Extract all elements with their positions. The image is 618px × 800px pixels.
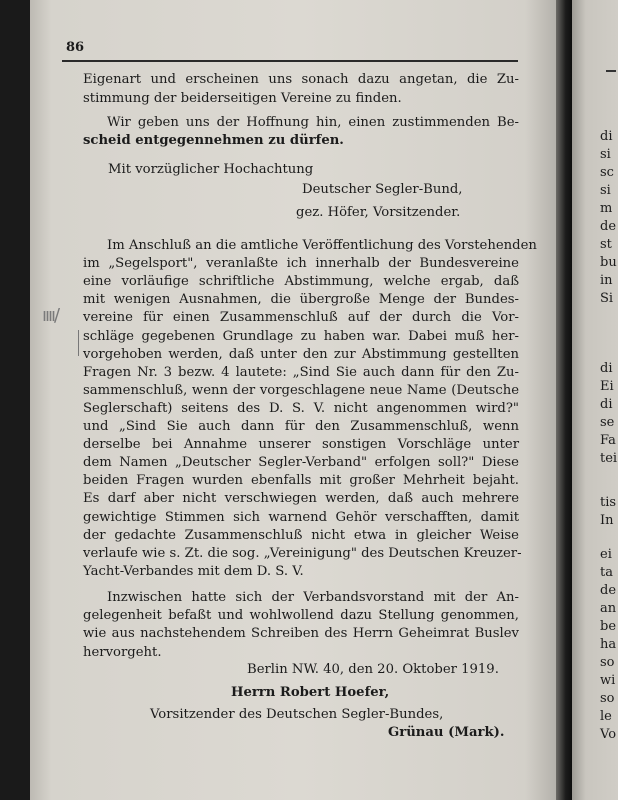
- right-page-text-fragment: ha: [600, 637, 617, 652]
- text-line: hervorgeht.: [83, 644, 162, 660]
- right-page-text-fragment: di: [600, 361, 613, 376]
- right-page-rule-fragment: [606, 70, 616, 72]
- right-page-text-fragment: sc: [600, 165, 614, 180]
- letter-addressee-title: Vorsitzender des Deutschen Segler-Bundes,: [150, 707, 444, 722]
- margin-vertical-mark: [78, 330, 79, 356]
- right-page-text-fragment: Fa: [600, 433, 616, 448]
- text-line: Inzwischen hatte sich der Verbandsvorstand mit der An-: [107, 590, 519, 605]
- text-line: Eigenart und erscheinen uns sonach dazu angetan, die Zu-: [83, 72, 519, 87]
- text-line: stimmung der beiderseitigen Vereine zu finden.: [83, 91, 402, 106]
- header-rule: [62, 60, 518, 62]
- right-page-text-fragment: bu: [600, 255, 617, 270]
- text-line: mit wenigen Ausnahmen, die übergroße Menge der Bundes-: [83, 292, 519, 308]
- right-page-text-fragment: si: [600, 147, 611, 162]
- text-line: Im Anschluß an die amtliche Veröffentlichung des Vorstehenden: [107, 238, 537, 253]
- closing-salutation: Mit vorzüglicher Hochachtung: [108, 162, 314, 177]
- signature-org: Deutscher Segler-Bund,: [302, 182, 463, 197]
- text-line: scheid entgegennehmen zu dürfen.: [83, 133, 344, 148]
- signature-name: gez. Höfer, Vorsitzender.: [296, 205, 461, 220]
- text-line: sammenschluß, wenn der vorgeschlagene neue Name (Deutsche: [83, 382, 519, 398]
- right-page-text-fragment: so: [600, 655, 615, 670]
- book-gutter: [556, 0, 572, 800]
- right-page-text-fragment: de: [600, 219, 617, 234]
- right-page-text-fragment: ta: [600, 565, 613, 580]
- text-line: gelegenheit befaßt und wohlwollend dazu Stellung genommen,: [83, 608, 519, 624]
- right-page-text-fragment: Si: [600, 291, 614, 306]
- right-page-text-fragment: be: [600, 619, 617, 634]
- text-line: und „Sind Sie auch dann für den Zusammenschluß, wenn: [83, 419, 519, 434]
- text-line: vorgehoben werden, daß unter den zur Abstimmung gestellten: [83, 346, 519, 362]
- text-line: Wir geben uns der Hoffnung hin, einen zustimmenden Be-: [107, 115, 519, 130]
- right-page-text-fragment: le: [600, 709, 612, 724]
- right-page-text-fragment: si: [600, 183, 611, 198]
- right-page-text-fragment: st: [600, 237, 612, 252]
- text-line: im „Segelsport", veranlaßte ich innerhalb der Bundesvereine: [83, 256, 519, 272]
- text-line: wie aus nachstehendem Schreiben des Herrn Geheimrat Buslev: [83, 626, 519, 642]
- text-line: gewichtige Stimmen sich warnend Gehör verschafften, damit: [83, 509, 519, 525]
- text-line: vereine für einen Zusammenschluß auf der durch die Vor-: [83, 310, 519, 326]
- text-line: der gedachte Zusammenschluß nicht etwa in gleicher Weise: [83, 527, 519, 543]
- text-line: derselbe bei Annahme unserer sonstigen Vorschläge unter: [83, 437, 519, 453]
- text-line: eine vorläufige schriftliche Abstimmung, welche ergab, daß: [83, 274, 519, 290]
- text-line: Yacht-Verbandes mit dem D. S. V.: [83, 563, 304, 579]
- text-line: dem Namen „Deutscher Segler-Verband" erfolgen soll?" Diese: [83, 455, 519, 471]
- right-page-text-fragment: di: [600, 397, 613, 412]
- right-page-text-fragment: se: [600, 415, 615, 430]
- right-page-text-fragment: an: [600, 601, 617, 616]
- page-number: 86: [66, 40, 85, 55]
- right-page-text-fragment: tei: [600, 451, 618, 466]
- text-line: beiden Fragen wurden ebenfalls mit großer Mehrheit bejaht.: [83, 473, 519, 489]
- right-page-text-fragment: m: [600, 201, 613, 216]
- text-line: schläge gegebenen Grundlage zu haben war. Dabei muß her-: [83, 328, 519, 344]
- letter-dateline: Berlin NW. 40, den 20. Oktober 1919.: [247, 662, 499, 677]
- text-line: Seglerschaft) seitens des D. S. V. nicht angenommen wird?": [83, 400, 519, 416]
- text-line: verlaufe wie s. Zt. die sog. „Vereinigung" des Deutschen Kreuzer-: [83, 545, 522, 561]
- right-page-text-fragment: ei: [600, 547, 612, 562]
- right-page-text-fragment: de: [600, 583, 617, 598]
- right-page-text-fragment: In: [600, 513, 614, 528]
- right-page-text-fragment: wi: [600, 673, 616, 688]
- right-page-text-fragment: in: [600, 273, 613, 288]
- right-page-text-fragment: Ei: [600, 379, 614, 394]
- right-page-text-fragment: tis: [600, 495, 617, 510]
- right-page-text-fragment: so: [600, 691, 615, 706]
- right-page-text-fragment: di: [600, 129, 613, 144]
- text-line: Es darf aber nicht verschwiegen werden, daß auch mehrere: [83, 491, 519, 507]
- text-line: Fragen Nr. 3 bezw. 4 lautete: „Sind Sie auch dann für den Zu-: [83, 364, 519, 380]
- letter-addressee: Herrn Robert Hoefer,: [231, 685, 390, 700]
- letter-place: Grünau (Mark).: [388, 725, 505, 740]
- margin-pencil-mark: ıııı/: [42, 305, 59, 326]
- right-page-text-fragment: Vo: [600, 727, 617, 742]
